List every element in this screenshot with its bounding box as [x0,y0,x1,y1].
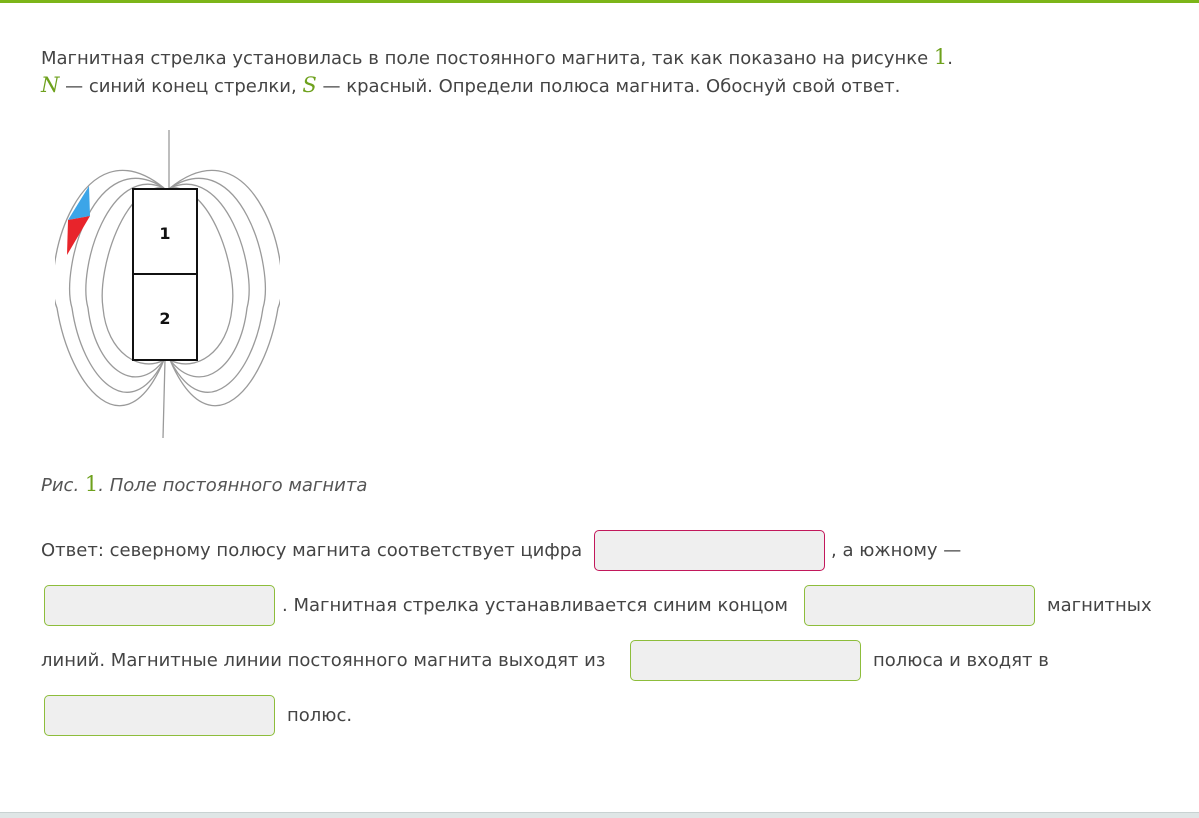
answer-text-1: Ответ: северному полюсу магнита соответствует цифра [41,540,583,561]
south-symbol: S [302,73,317,97]
question-line1: Магнитная стрелка установилась в поле постоянного магнита, так как показано на рисунке [41,48,934,69]
needle-north-end [68,186,90,220]
answer-field-south-digit[interactable] [44,585,275,626]
top-accent-border [0,0,1199,3]
caption-number: 1 [84,472,99,496]
answer-text-2: , а южному — [831,540,962,561]
question-line2-end: — красный. Определи полюса магнита. Обоснуй свой ответ. [316,76,901,97]
question-text [41,44,1171,100]
needle-south-end [67,216,90,255]
question-block [41,44,1171,100]
answer-text-3: . Магнитная стрелка устанавливается синим концом [282,595,788,616]
answer-text-4: магнитных [1047,595,1152,616]
north-symbol: N [41,73,60,97]
caption-prefix: Рис. [41,475,85,496]
caption-text: . Поле постоянного магнита [98,475,368,496]
answer-text-6: полюса и входят в [873,650,1049,671]
bottom-bar [0,812,1199,818]
question-line1-end: . [947,48,954,69]
answer-field-north-digit[interactable] [594,530,825,571]
answer-field-exit-pole[interactable] [630,640,861,681]
figure-caption [41,472,367,496]
question-line2-mid: — синий конец стрелки, [59,76,303,97]
answer-text-5: линий. Магнитные линии постоянного магнита выходят из [41,650,606,671]
answer-text-7: полюс. [287,705,353,726]
figure-ref-number: 1 [933,45,948,69]
answer-field-enter-pole[interactable] [44,695,275,736]
magnet-label-2: 2 [159,309,171,328]
magnet-field-figure [55,128,280,440]
magnet-label-1: 1 [159,224,171,243]
answer-field-needle-direction[interactable] [804,585,1035,626]
